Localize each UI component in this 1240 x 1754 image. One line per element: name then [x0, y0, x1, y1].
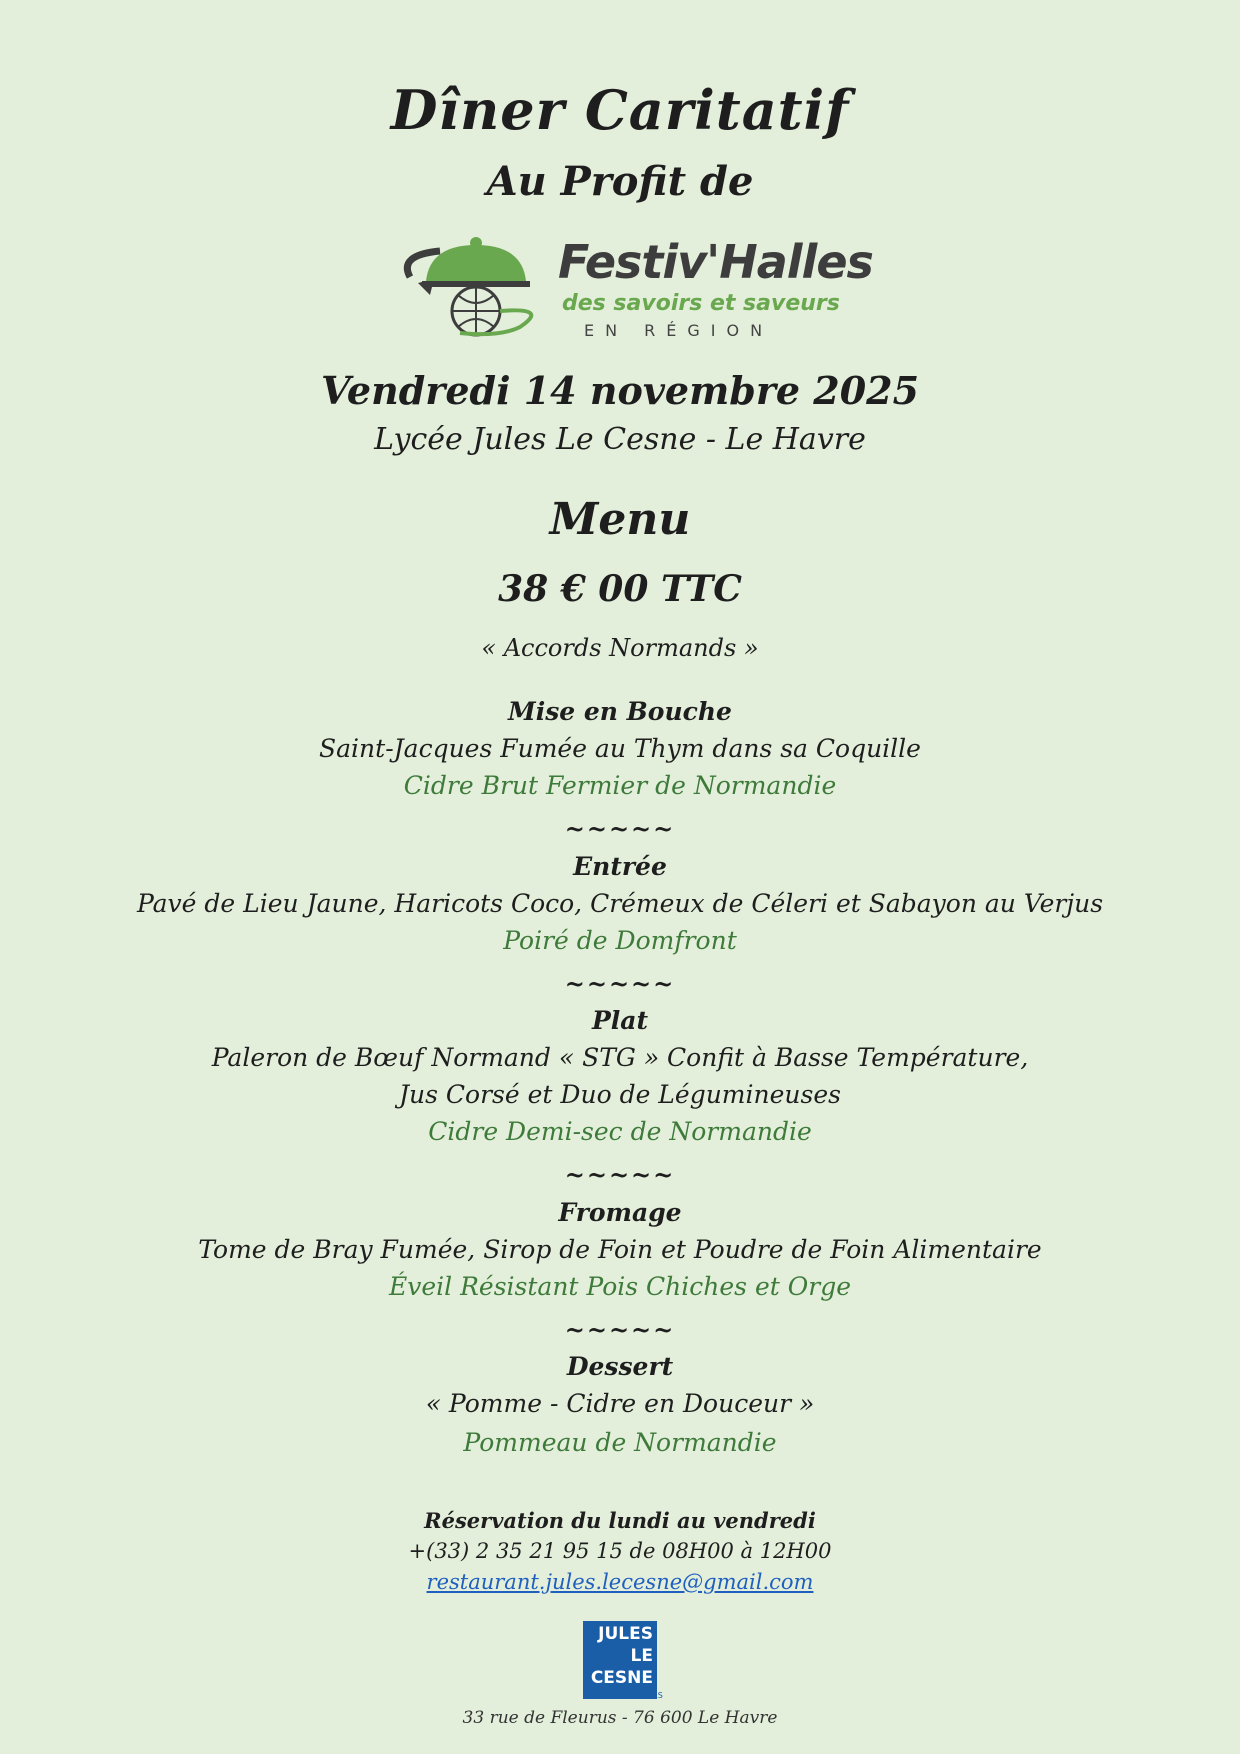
- menu-price: 38 € 00 TTC: [498, 568, 742, 610]
- cloche-globe-icon: [400, 237, 550, 337]
- course-separator: ~~~~~: [564, 1315, 676, 1344]
- course-separator: ~~~~~: [564, 814, 676, 843]
- logo-brand-text: Festiv'Halles: [558, 235, 873, 289]
- page-subtitle: Au Profit de: [486, 158, 754, 205]
- course-title: Mise en Bouche: [508, 697, 732, 726]
- course-dish: Saint-Jacques Fumée au Thym dans sa Coquille: [319, 734, 921, 763]
- course-drink: Cidre Brut Fermier de Normandie: [403, 771, 837, 800]
- course-dish: Paleron de Bœuf Normand « STG » Confit à Basse Température,: [211, 1043, 1029, 1072]
- reservation-label: Réservation du lundi au vendredi: [424, 1508, 816, 1533]
- festiv-halles-logo: [400, 235, 873, 345]
- logo-region: EN RÉGION: [584, 321, 774, 340]
- school-logo-line3: CESNE: [590, 1668, 653, 1688]
- reservation-phone: +(33) 2 35 21 95 15 de 08H00 à 12H00: [408, 1539, 832, 1563]
- page-title: Dîner Caritatif: [390, 78, 850, 142]
- course-separator: ~~~~~: [564, 1160, 676, 1189]
- school-logo-line2: LE: [630, 1646, 653, 1666]
- menu-theme: « Accords Normands »: [481, 634, 759, 662]
- course-drink: Cidre Demi-sec de Normandie: [428, 1117, 812, 1146]
- course-dish: Pavé de Lieu Jaune, Haricots Coco, Crémeux de Céleri et Sabayon au Verjus: [136, 889, 1104, 918]
- course-dish: Tome de Bray Fumée, Sirop de Foin et Poudre de Foin Alimentaire: [198, 1235, 1042, 1264]
- course-title: Entrée: [573, 852, 667, 881]
- course-title: Dessert: [566, 1352, 674, 1381]
- course-separator: ~~~~~: [564, 969, 676, 998]
- reservation-email-link[interactable]: restaurant.jules.lecesne@gmail.com: [426, 1570, 814, 1594]
- menu-title: Menu: [549, 494, 691, 545]
- event-date: Vendredi 14 novembre 2025: [320, 368, 920, 413]
- event-venue: Lycée Jules Le Cesne - Le Havre: [374, 422, 866, 457]
- logo-tagline: des savoirs et saveurs: [562, 291, 840, 316]
- footer-address: 33 rue de Fleurus - 76 600 Le Havre: [462, 1708, 778, 1728]
- course-dish: Jus Corsé et Duo de Légumineuses: [399, 1080, 841, 1109]
- course-drink: Pommeau de Normandie: [463, 1428, 777, 1457]
- course-title: Plat: [591, 1006, 649, 1035]
- course-drink: Éveil Résistant Pois Chiches et Orge: [389, 1272, 851, 1301]
- course-dish: « Pomme - Cidre en Douceur »: [425, 1389, 815, 1418]
- jules-le-cesne-logo: [583, 1621, 663, 1700]
- course-drink: Poiré de Domfront: [503, 926, 737, 955]
- school-logo-line1: JULES: [598, 1624, 653, 1644]
- course-title: Fromage: [558, 1198, 682, 1227]
- school-logo-subtitle: LYCÉE DES MÉTIERS: [583, 1691, 663, 1700]
